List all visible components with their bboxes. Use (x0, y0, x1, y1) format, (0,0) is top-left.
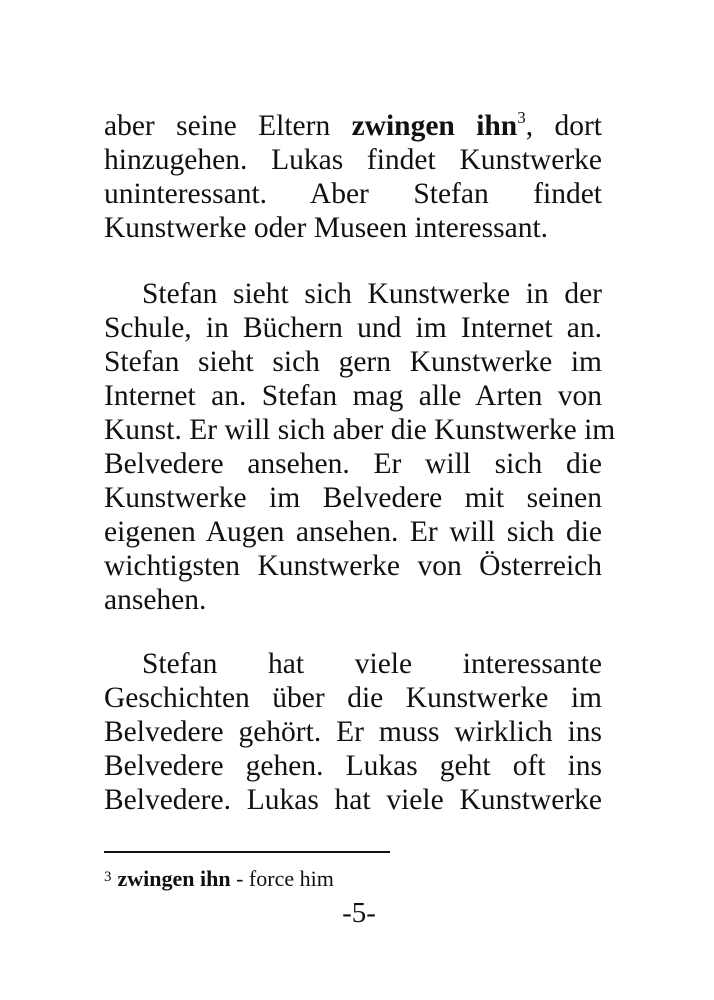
text-line: Internet an. Stefan mag alle Arten von (104, 380, 602, 412)
footnote-mark: 3 (104, 869, 112, 885)
footnote-definition: - force him (230, 866, 334, 891)
text-line: eigenen Augen ansehen. Er will sich die (104, 516, 602, 548)
text-line: Belvedere. Lukas hat viele Kunstwerke (104, 784, 602, 816)
text-line: Schule, in Büchern und im Internet an. (104, 312, 602, 344)
footnote (104, 864, 334, 892)
footnote-term: zwingen ihn (117, 866, 231, 891)
text-line: ansehen. (104, 584, 207, 616)
text-line: aber seine Eltern zwingen ihn$^3$, dort (104, 108, 602, 142)
text-line: Stefan sieht sich gern Kunstwerke im (104, 346, 602, 378)
page-number: -5- (342, 897, 376, 929)
text-line: Stefan sieht sich Kunstwerke in der (142, 278, 602, 310)
text-line: Belvedere gehört. Er muss wirklich ins (104, 716, 602, 748)
text-line: Belvedere gehen. Lukas geht oft ins (104, 750, 602, 782)
paragraph-1 (104, 109, 602, 245)
paragraph-3 (104, 647, 602, 817)
text-line: hinzugehen. Lukas findet Kunstwerke (104, 144, 602, 176)
text-line: wichtigsten Kunstwerke von Österreich (104, 550, 602, 582)
text-line: Stefan hat viele interessante (142, 648, 602, 680)
text-line: Kunstwerke oder Museen interessant. (104, 212, 549, 244)
text-line: Kunstwerke im Belvedere mit seinen (104, 482, 602, 514)
text-line: uninteressant. Aber Stefan findet (104, 178, 602, 210)
paragraph-2 (104, 277, 616, 617)
text-line: Kunst. Er will sich aber die Kunstwerke im (104, 414, 616, 446)
footnote-reference: 3 (517, 108, 526, 127)
footnote-divider (104, 851, 390, 853)
glossary-term: zwingen ihn (351, 110, 518, 142)
text-line: Belvedere ansehen. Er will sich die (104, 448, 602, 480)
text-line: Geschichten über die Kunstwerke im (104, 682, 602, 714)
